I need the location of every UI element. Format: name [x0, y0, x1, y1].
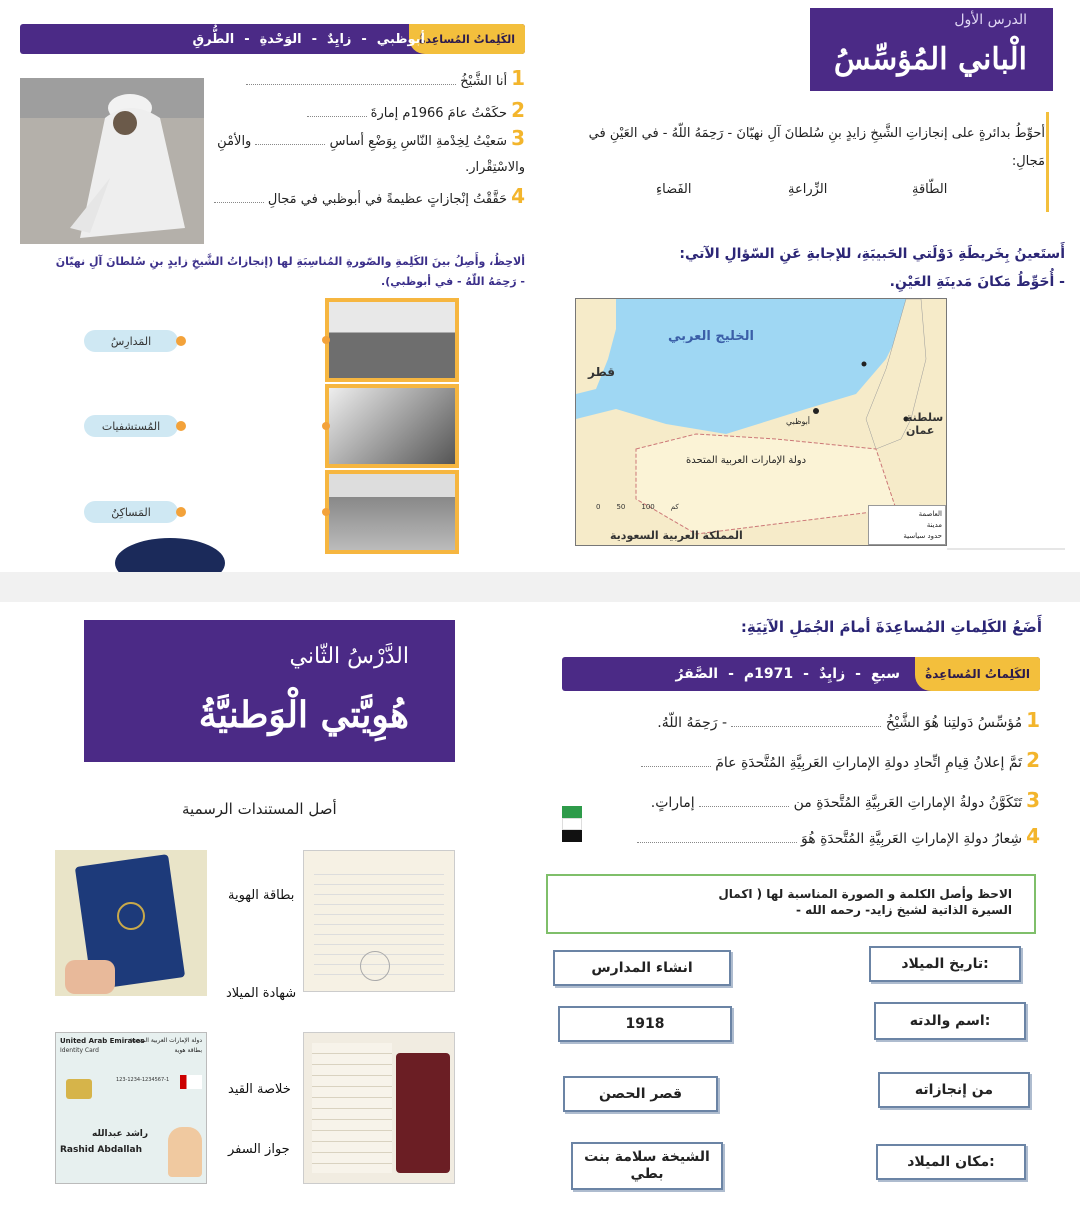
item-1: 1مُؤسِّسُ دَولتِنا هُوَ الشَّيْخُ - رَحِمَهُ اللّهُ. [657, 708, 1040, 732]
photo-schools[interactable] [325, 298, 459, 382]
keywords-label: الكَلِماتُ المُساعِدةُ [915, 657, 1040, 691]
keywords-label: الكَلِماتُ المُساعِدةُ [409, 24, 525, 54]
lesson1-title-banner [810, 8, 1053, 91]
circle-instruction: أحوِّطُ بدائرةٍ على إنجازاتِ الشَّيخِ زايدٍ بنِ سُلطانَ آلِ نهيّانَ - رَحِمَهُ اللّهُ - في العَيْنِ في مَجالِ: [588, 126, 1045, 169]
match-left-schools[interactable]: انشاء المدارس [553, 950, 731, 986]
match-right-achievements[interactable]: من إنجازاته [878, 1072, 1030, 1108]
keyword: سبعِ [870, 666, 900, 682]
item-1: 1أنا الشَّيْخُ [246, 66, 525, 90]
item-3-cont: والاسْتِقْرار. [465, 160, 525, 175]
divider [947, 548, 1065, 550]
keyword: زايِدٌ [818, 666, 846, 682]
docs-heading: أصل المستندات الرسمية [182, 800, 337, 818]
item-4: 4حَقَّقْتُ إنْجازاتٍ عظيمةً في أبوظبي في مَجالِ [214, 184, 525, 208]
lesson-label: الدَّرْسُ الثّاني [289, 644, 409, 669]
emblem-icon [117, 902, 145, 930]
lesson1-spread [0, 0, 1080, 572]
sheikh-zayed-photo [20, 78, 204, 244]
option-agriculture[interactable]: الزِّراعةِ [788, 182, 828, 197]
accent-line [1046, 112, 1049, 212]
match-left-year[interactable]: 1918 [558, 1006, 732, 1042]
match-left-palace[interactable]: قصر الحصن [563, 1076, 718, 1112]
doc-label-id[interactable]: بطاقة الهوية [228, 888, 295, 903]
doc-label-family[interactable]: خلاصة القيد [228, 1082, 291, 1097]
match-right-birthdate[interactable]: تاريخ الميلاد: [869, 946, 1021, 982]
map-label-abudhabi: أبوظبي [786, 417, 811, 426]
keyword: الصَّقرُ [675, 666, 719, 682]
map-label-oman: سلطنة عمان [906, 411, 944, 437]
uae-flag-icon [562, 806, 582, 842]
map-label-qatar: قطر [588, 365, 616, 379]
photo-hospital[interactable] [325, 384, 459, 468]
option-energy[interactable]: الطّاقةِ [912, 182, 948, 197]
dot [322, 422, 330, 430]
map-label-gulf: الخليج العربي [668, 329, 755, 344]
keywords-bar [562, 657, 1040, 691]
match-left-mother[interactable]: الشيخة سلامة بنت بطي [571, 1142, 723, 1190]
item-2: 2تَمَّ إعلانُ قِيامِ اتِّحادِ دولةِ الإماراتِ العَربِيَّةِ المُتَّحدَةِ عامَ [641, 748, 1040, 772]
passport-image[interactable] [55, 850, 207, 996]
page-title: هُوِيَّتي الْوَطنيَّةُ [198, 694, 409, 736]
fill-instruction: أَضَعُ الكَلِماتِ المُساعِدَةَ أمامَ الجُمَلِ الآتِيَةِ: [740, 618, 1042, 636]
keywords-list: أبوظبي - زايِدٌ - الوَحْدةِ - الطُّرقِ [192, 31, 425, 47]
avatar [168, 1127, 202, 1177]
keyword: أبوظبي [376, 31, 425, 47]
uae-map[interactable] [575, 298, 947, 546]
map-instruction: أَستَعينُ بِخَريطَةِ دَوْلَتي الحَبيبَةِ، للإجابةِ عَنِ السّؤالِ الآتي: - أُحَوِّطُ مَكانَ مَدينَةِ العَيْنِ. [679, 246, 1065, 290]
item-3: 3تَتَكَوَّنُ دولةُ الإماراتِ العَربِيَّةِ المُتَّحدَةِ من إماراتٍ. [650, 788, 1040, 812]
map-label-saudi: المملكة العربية السعودية [610, 529, 743, 542]
dot [322, 336, 330, 344]
family-book-image[interactable] [303, 1032, 455, 1184]
connect-word-hospitals[interactable]: المُستشفيات [84, 415, 178, 437]
keywords-list: سبعِ - زايِدٌ - 1971م - الصَّقرُ [675, 666, 900, 682]
page-title: الْباني المُؤسِّسُ [833, 42, 1027, 77]
dot [322, 508, 330, 516]
decorative-disc [115, 538, 225, 572]
doc-label-passport[interactable]: جواز السفر [228, 1142, 290, 1157]
keyword: 1971م [743, 666, 794, 682]
option-space[interactable]: الفَضاءِ [656, 182, 692, 197]
item-4: 4شِعارُ دولةِ الإماراتِ العَربِيَّةِ المُتَّحدَةِ هُوَ [637, 824, 1040, 848]
keyword: الوَحْدةِ [259, 31, 302, 47]
match-right-birthplace[interactable]: مكان الميلاد: [876, 1144, 1026, 1180]
match-right-mother-name[interactable]: اسم والدته: [874, 1002, 1026, 1040]
map-legend: العاصمة مدينة حدود سياسية [868, 505, 946, 545]
lesson-label: الدرس الأول [954, 12, 1027, 28]
chip-icon [66, 1079, 92, 1099]
id-card-image[interactable]: United Arab Emirates Identity Card دولة الإمارات العربية المتحدة بطاقة هوية 123-1234-1234567-1 راشد عبدالله Rashid Abdallah [55, 1032, 207, 1184]
connect-word-housing[interactable]: المَساكِنُ [84, 501, 178, 523]
lesson2-title-banner [84, 620, 455, 762]
keyword: زايِدٌ [327, 31, 352, 47]
item-3: 3سَعيْتُ لِخِدْمةِ النّاسِ بِوَضْعِ أساسِ والأمْنِ [217, 126, 525, 150]
match-instruction: الاحظ وأصل الكلمة و الصورة المناسبة لها ( اكمال السيرة الذاتية لشيخ زايد- رحمه الله - [546, 874, 1036, 934]
keywords-bar [20, 24, 525, 54]
item-2: 2حكَمْتُ عامَ 1966م إمارةَ [307, 98, 526, 122]
photo-housing[interactable] [325, 470, 459, 554]
lesson2-spread [0, 602, 1080, 1221]
doc-label-birth[interactable]: شهادة الميلاد [226, 986, 297, 1001]
map-label-uae: دولة الإمارات العربية المتحدة [686, 455, 807, 466]
keyword: الطُّرقِ [192, 31, 235, 47]
connect-instruction: ألاحِظُ، وأَصِلُ بينَ الكَلِمةِ والصّورةِ المُناسِبَةِ لها (إنجازاتُ الشَّيخِ زايدٍ بنِ سُلطانَ آلِ نهيّانَ - رَحِمَهُ اللّهُ - في أبوظبي). [55, 255, 525, 288]
map-scale: 0 50 100 كم [596, 503, 679, 511]
birth-certificate-image[interactable] [303, 850, 455, 992]
connect-word-schools[interactable]: المَدارِسُ [84, 330, 178, 352]
uae-flag-icon [180, 1075, 202, 1089]
